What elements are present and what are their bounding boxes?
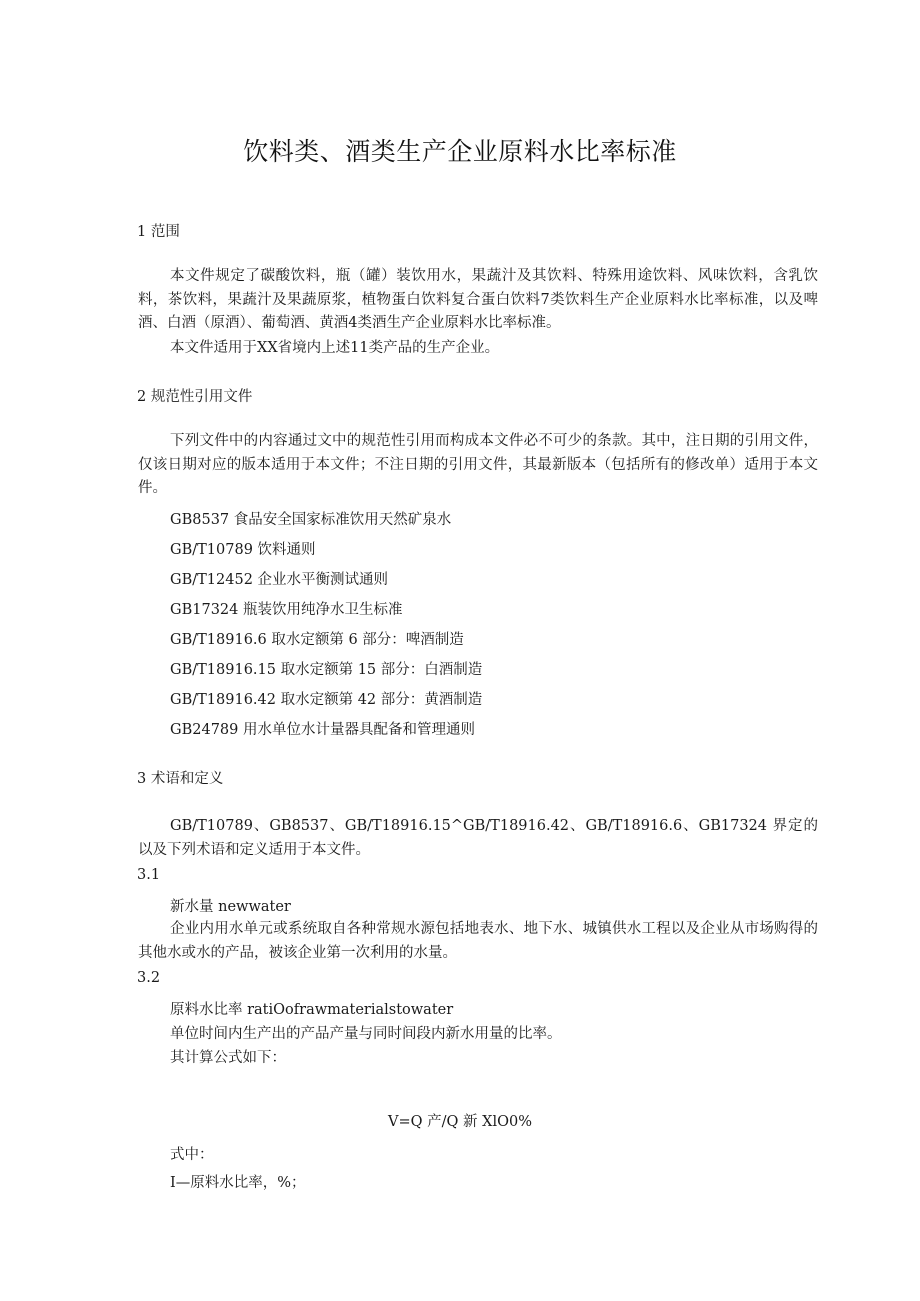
term-title: 新水量 newwater: [170, 899, 291, 915]
section-2-heading: 2 规范性引用文件: [137, 389, 253, 405]
formula: V=Q 产/Q 新 XlO0%: [388, 1114, 532, 1130]
section-1-paragraph: 本文件规定了碳酸饮料，瓶（罐）装饮用水，果蔬汁及其饮料、特殊用途饮料、风味饮料，含乳饮料，茶饮料，果蔬汁及果蔬原浆，植物蛋白饮料复合蛋白饮料7类饮料生产企业原料水比率标准，以及啤酒、白酒（原酒）、葡萄酒、黄酒4类酒生产企业原料水比率标准。: [138, 268, 818, 331]
reference-item: GB8537 食品安全国家标准饮用天然矿泉水: [170, 512, 452, 528]
reference-item: GB24789 用水单位水计量器具配备和管理通则: [170, 722, 475, 738]
term-definition: 单位时间内生产出的产品产量与同时间段内新水用量的比率。: [170, 1026, 562, 1042]
page-title: 饮料类、酒类生产企业原料水比率标准: [243, 137, 677, 166]
term-number: 3.1: [137, 867, 161, 883]
reference-item: GB/T18916.15 取水定额第 15 部分：白酒制造: [170, 662, 483, 678]
section-3-intro: GB/T10789、GB8537、GB/T18916.15^GB/T18916.42、GB/T18916.6、GB17324 界定的以及下列术语和定义适用于本文件。: [138, 818, 818, 858]
reference-item: GB/T10789 饮料通则: [170, 542, 316, 558]
section-1-heading: 1 范围: [137, 224, 180, 240]
reference-item: GB/T18916.6 取水定额第 6 部分：啤酒制造: [170, 632, 464, 648]
section-1-applicability: 本文件适用于XX省境内上述11类产品的生产企业。: [170, 340, 500, 356]
formula-where: 式中：: [170, 1147, 214, 1163]
term-definition: 企业内用水单元或系统取自各种常规水源包括地表水、地下水、城镇供水工程以及企业从市场购得的其他水或水的产品，被该企业第一次利用的水量。: [138, 921, 818, 961]
reference-item: GB/T18916.42 取水定额第 42 部分：黄酒制造: [170, 692, 483, 708]
reference-item: GB/T12452 企业水平衡测试通则: [170, 572, 389, 588]
section-3-heading: 3 术语和定义: [137, 771, 224, 787]
term-number: 3.2: [137, 970, 161, 986]
reference-item: GB17324 瓶装饮用纯净水卫生标准: [170, 602, 403, 618]
term-title: 原料水比率 ratiOofrawmaterialstowater: [170, 1002, 454, 1018]
formula-intro: 其计算公式如下：: [170, 1050, 286, 1066]
section-2-paragraph: 下列文件中的内容通过文中的规范性引用而构成本文件必不可少的条款。其中，注日期的引用文件，仅该日期对应的版本适用于本文件；不注日期的引用文件，其最新版本（包括所有的修改单）适用于本文件。: [138, 433, 818, 496]
formula-variable: I—原料水比率，%；: [170, 1175, 306, 1191]
